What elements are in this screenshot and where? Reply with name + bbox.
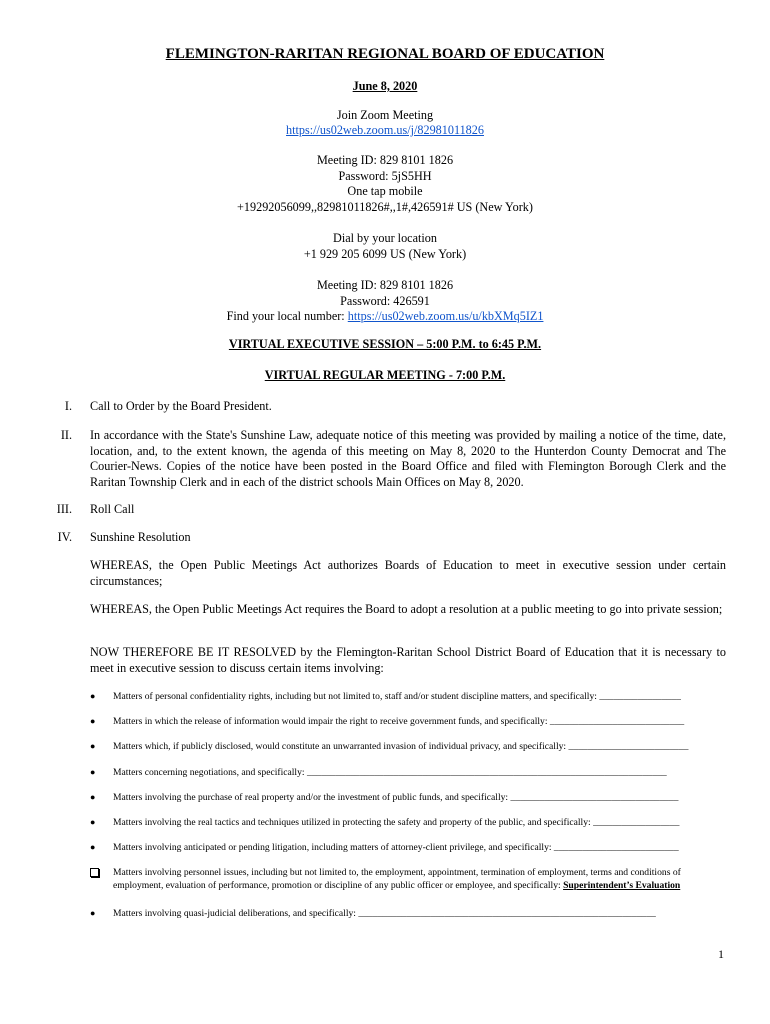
matter-text: Matters which, if publicly disclosed, would constitute an unwarranted invasion of individual privacy, and specifically: _________________________ <box>113 741 689 752</box>
bullet-icon: ● <box>90 842 96 852</box>
zoom-password-2: Password: 426591 <box>340 293 430 308</box>
dial-location-label: Dial by your location <box>333 231 437 245</box>
matter-text: Matters involving the real tactics and techniques utilized in protecting the safety and property of the public, and specifically: __________________ <box>113 817 680 828</box>
bullet-icon: ● <box>90 691 96 701</box>
resolved-paragraph: NOW THEREFORE BE IT RESOLVED by the Flemington-Raritan School District Board of Education that it is necessary to meet in executive session to discuss certain items involving: <box>90 645 726 675</box>
matter-text: Matters involving anticipated or pending litigation, including matters of attorney-client privilege, and specifically: __________________________ <box>113 842 679 853</box>
one-tap-label: One tap mobile <box>347 184 423 198</box>
bullet-icon: ● <box>90 908 96 918</box>
agenda-item-number: II. <box>60 428 72 442</box>
whereas-paragraph-2: WHEREAS, the Open Public Meetings Act requires the Board to adopt a resolution at a public meeting to go into private session; <box>90 602 723 616</box>
one-tap-number: +19292056099,,82981011826#,,1#,426591# US (New York) <box>237 199 533 214</box>
bullet-icon: ● <box>90 792 96 802</box>
agenda-item-number: IV. <box>57 530 72 544</box>
checkbox-icon <box>90 866 104 881</box>
zoom-join-label: Join Zoom Meeting <box>336 108 434 122</box>
local-number-label: Find your local number: <box>226 309 348 323</box>
zoom-meeting-id-2: Meeting ID: 829 8101 1826 <box>316 278 454 292</box>
agenda-item-text: Call to Order by the Board President. <box>90 399 272 413</box>
zoom-meeting-id: Meeting ID: 829 8101 1826 <box>316 153 454 167</box>
agenda-item-text: Roll Call <box>90 502 135 516</box>
bullet-icon: ● <box>90 817 96 827</box>
dial-number: +1 929 205 6099 US (New York) <box>303 246 467 261</box>
superintendent-evaluation: Superintendent’s Evaluation <box>563 880 681 891</box>
matter-text: Matters in which the release of information would impair the right to receive government funds, and specifically: ____________________________ <box>113 716 685 727</box>
local-number-line <box>40 309 730 325</box>
bullet-icon: ● <box>90 767 96 777</box>
zoom-password: Password: 5jS5HH <box>338 168 432 183</box>
whereas-paragraph-1: WHEREAS, the Open Public Meetings Act authorizes Boards of Education to meet in executive session under certain circumstances; <box>90 558 726 588</box>
regular-meeting-heading: VIRTUAL REGULAR MEETING - 7:00 P.M. <box>264 368 506 382</box>
executive-session-heading: VIRTUAL EXECUTIVE SESSION – 5:00 P.M. to 6:45 P.M. <box>228 337 542 351</box>
bullet-icon: ● <box>90 716 96 726</box>
agenda-item-text: In accordance with the State's Sunshine Law, adequate notice of this meeting was provided by mailing a notice of the time, date, location, and, to the extent known, the agenda of this meeting on May 8, 2020 to the Hunterdon County Democrat and The Courier-News. Copies of the notice have been posted in the Board Office and filed with Flemington Borough Clerk and the Raritan Township Clerk and in each of the district schools Main Offices on May 8, 2020. <box>90 428 726 489</box>
agenda-item-text: Sunshine Resolution <box>90 530 191 544</box>
document-title: FLEMINGTON-RARITAN REGIONAL BOARD OF EDUCATION <box>165 46 605 62</box>
matter-text: Matters concerning negotiations, and specifically: ___________________________________________________________________________ <box>113 767 667 778</box>
local-number-link[interactable]: https://us02web.zoom.us/u/kbXMq5IZ1 <box>347 309 544 323</box>
bullet-icon: ● <box>90 741 96 751</box>
matter-text: Matters of personal confidentiality rights, including but not limited to, staff and/or student discipline matters, and specifically: _________________ <box>113 691 681 702</box>
matter-text: Matters involving personnel issues, including but not limited to, the employment, appointment, termination of employment, terms and conditions of employment, evaluation of performance, promotion or discipline of any public officer or employee, and specifically: Superintendent’s Evaluation <box>113 867 681 891</box>
matter-text: Matters involving quasi-judicial deliberations, and specifically: ______________________________________________________________ <box>113 908 656 919</box>
meeting-date: June 8, 2020 <box>352 79 418 93</box>
zoom-join-link[interactable]: https://us02web.zoom.us/j/82981011826 <box>286 123 484 137</box>
page-number: 1 <box>718 947 724 961</box>
agenda-item-number: III. <box>56 502 72 516</box>
matter-text: Matters involving the purchase of real property and/or the investment of public funds, and specifically: ___________________________________ <box>113 792 679 803</box>
agenda-item-number: I. <box>64 399 72 413</box>
